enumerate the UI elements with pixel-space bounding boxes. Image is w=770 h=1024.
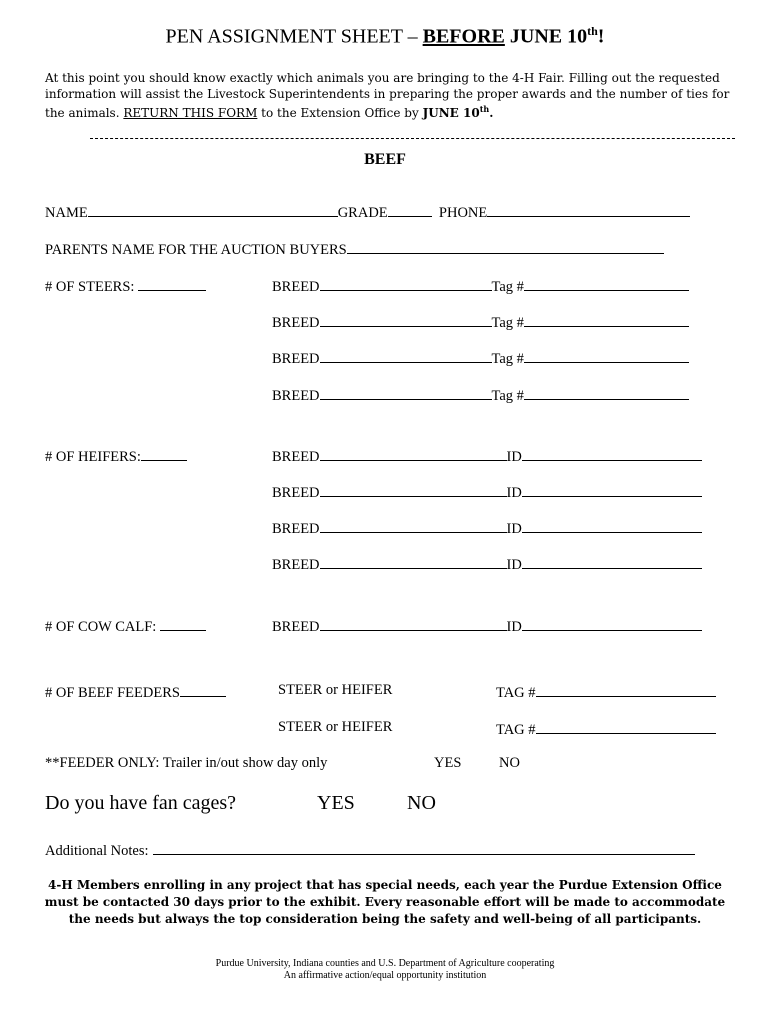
footer bbox=[0, 958, 770, 982]
cow-calf-count-field[interactable] bbox=[160, 616, 206, 631]
steers-count bbox=[45, 276, 206, 296]
id-label: ID bbox=[506, 521, 522, 537]
heifers-label: # OF HEIFERS: bbox=[45, 449, 141, 465]
id-label: ID bbox=[506, 449, 522, 465]
id-label: ID bbox=[506, 557, 522, 573]
phone-field[interactable] bbox=[487, 202, 690, 217]
breed-label: BREED bbox=[272, 351, 320, 367]
breed-field[interactable] bbox=[320, 276, 492, 291]
parents-label: PARENTS NAME FOR THE AUCTION BUYERS bbox=[45, 242, 347, 258]
section-title: BEEF bbox=[364, 151, 406, 168]
dashed-divider bbox=[90, 138, 735, 139]
title-date-sup: th bbox=[587, 24, 598, 38]
special-needs-notice: 4-H Members enrolling in any project that has special needs, each year the Purdue Extension Office must be contacted 30 days prior to the exhibit. Every reasonable effort will be made to accommodate the needs but always the top consideration being the safety and well-being of all participants. bbox=[44, 878, 726, 926]
parents-field[interactable] bbox=[347, 239, 664, 254]
breed-field[interactable] bbox=[320, 385, 492, 400]
tag-label: TAG # bbox=[496, 685, 536, 701]
grade-label: GRADE bbox=[337, 205, 388, 221]
breed-label: BREED bbox=[272, 485, 320, 501]
breed-field[interactable] bbox=[320, 518, 507, 533]
id-field[interactable] bbox=[522, 446, 702, 461]
notes-label: Additional Notes: bbox=[45, 843, 149, 859]
feeders-count-field[interactable] bbox=[180, 682, 226, 697]
cow-calf-count bbox=[45, 616, 206, 636]
id-label: ID bbox=[506, 619, 522, 635]
tag-label: Tag # bbox=[491, 315, 524, 331]
steer-row bbox=[272, 276, 689, 296]
grade-field[interactable] bbox=[388, 202, 432, 217]
breed-label: BREED bbox=[272, 557, 320, 573]
tag-label: Tag # bbox=[491, 388, 524, 404]
footer-line-1: Purdue University, Indiana counties and U.S. Department of Agriculture cooperating bbox=[215, 958, 555, 969]
heifer-row bbox=[272, 554, 702, 574]
breed-field[interactable] bbox=[320, 312, 492, 327]
fan-cages-question: Do you have fan cages? bbox=[45, 792, 237, 814]
title-date: JUNE 10 bbox=[504, 25, 588, 48]
title-end: ! bbox=[597, 25, 605, 48]
heifers-count-field[interactable] bbox=[141, 446, 187, 461]
trailer-no-option[interactable]: NO bbox=[499, 755, 520, 771]
tag-field[interactable] bbox=[524, 312, 689, 327]
breed-field[interactable] bbox=[320, 446, 507, 461]
steer-row bbox=[272, 348, 689, 368]
breed-field[interactable] bbox=[320, 554, 507, 569]
intro-paragraph bbox=[45, 71, 735, 122]
trailer-question: **FEEDER ONLY: Trailer in/out show day only bbox=[45, 755, 328, 771]
id-field[interactable] bbox=[522, 482, 702, 497]
return-form-text: RETURN THIS FORM bbox=[123, 106, 258, 120]
breed-label: BREED bbox=[272, 315, 320, 331]
feeder-sex-option[interactable]: STEER or HEIFER bbox=[278, 719, 393, 735]
steer-row bbox=[272, 312, 689, 332]
name-field[interactable] bbox=[88, 202, 338, 217]
breed-label: BREED bbox=[272, 619, 320, 635]
id-field[interactable] bbox=[522, 554, 702, 569]
tag-label: Tag # bbox=[491, 279, 524, 295]
id-field[interactable] bbox=[522, 616, 702, 631]
feeders-count bbox=[45, 682, 226, 702]
id-field[interactable] bbox=[522, 518, 702, 533]
trailer-yes-option[interactable]: YES bbox=[434, 755, 462, 771]
breed-label: BREED bbox=[272, 279, 320, 295]
notes-row bbox=[45, 840, 695, 860]
intro-date: JUNE 10 bbox=[422, 106, 480, 120]
name-row bbox=[45, 202, 690, 222]
tag-field[interactable] bbox=[524, 385, 689, 400]
steer-row bbox=[272, 385, 689, 405]
title-prefix: PEN ASSIGNMENT SHEET – bbox=[165, 25, 423, 48]
page-title bbox=[0, 24, 770, 49]
steers-label: # OF STEERS: bbox=[45, 279, 139, 295]
parents-row bbox=[45, 239, 664, 259]
tag-label: Tag # bbox=[491, 351, 524, 367]
intro-text-1: At this point you should know exactly which animals you are bringing to the 4-H Fair. Filling out the requested information will assist the Livestock Superintendents in preparing the proper awards and the number of ties for the animals. bbox=[45, 71, 730, 120]
heifers-count bbox=[45, 446, 187, 466]
tag-label: TAG # bbox=[496, 722, 536, 738]
cow-calf-label: # OF COW CALF: bbox=[45, 619, 160, 635]
title-before: BEFORE bbox=[422, 25, 505, 48]
breed-label: BREED bbox=[272, 388, 320, 404]
heifer-row bbox=[272, 446, 702, 466]
notes-field[interactable] bbox=[153, 840, 695, 855]
breed-field[interactable] bbox=[320, 482, 507, 497]
heifer-row bbox=[272, 518, 702, 538]
breed-label: BREED bbox=[272, 449, 320, 465]
cow-calf-row bbox=[272, 616, 702, 636]
tag-field[interactable] bbox=[536, 719, 716, 734]
intro-text-2: to the Extension Office by bbox=[257, 106, 423, 120]
tag-field[interactable] bbox=[524, 348, 689, 363]
id-label: ID bbox=[506, 485, 522, 501]
intro-end: . bbox=[489, 106, 494, 120]
feeder-sex-option[interactable]: STEER or HEIFER bbox=[278, 682, 393, 698]
feeder-tag bbox=[496, 719, 716, 739]
phone-label: PHONE bbox=[438, 205, 488, 221]
feeder-tag bbox=[496, 682, 716, 702]
tag-field[interactable] bbox=[536, 682, 716, 697]
fan-cages-yes-option[interactable]: YES bbox=[317, 792, 355, 814]
steers-count-field[interactable] bbox=[138, 276, 206, 291]
fan-cages-no-option[interactable]: NO bbox=[407, 792, 436, 814]
breed-field[interactable] bbox=[320, 348, 492, 363]
footer-line-2: An affirmative action/equal opportunity institution bbox=[283, 970, 487, 981]
name-label: NAME bbox=[45, 205, 88, 221]
intro-date-sup: th bbox=[479, 104, 490, 114]
heifer-row bbox=[272, 482, 702, 502]
feeders-label: # OF BEEF FEEDERS bbox=[45, 685, 180, 701]
breed-field[interactable] bbox=[320, 616, 507, 631]
tag-field[interactable] bbox=[524, 276, 689, 291]
breed-label: BREED bbox=[272, 521, 320, 537]
